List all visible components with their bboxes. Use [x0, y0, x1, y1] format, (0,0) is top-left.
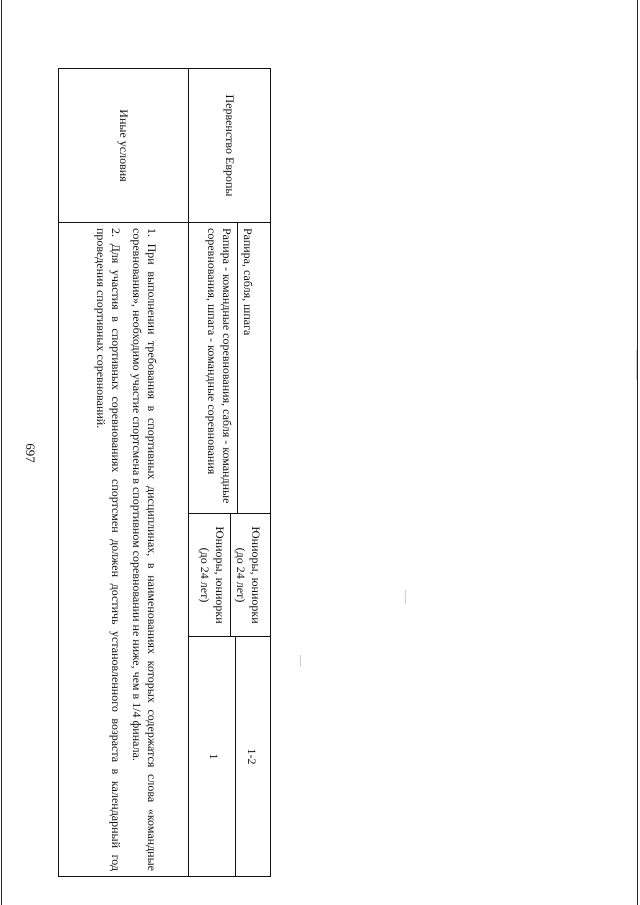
category-cell: Иные условия — [59, 69, 189, 223]
table-row — [59, 69, 189, 877]
condition-paragraph: 2. Для участия в спортивных соревнованиях спортсмен должен достичь установленного возраста в календарный год проведения спортивных соревнований. — [94, 228, 124, 871]
discipline-team: Рапира - командные соревнования, сабля - командные соревнования, шпага - командные соревнования — [202, 223, 239, 513]
disciplines-cell — [189, 223, 271, 514]
place-team: 1 — [192, 637, 236, 876]
scan-noise — [636, 350, 637, 380]
category-cell: Первенство Европы — [189, 69, 271, 223]
condition-paragraph: 1. При выполнении требования в спортивных дисциплинах, в наименованиях которых содержатся слова «командные соревнования», необходимо участие спортсмена в спортивном соревновании не ниже, чем в 1/4 финала. — [130, 228, 160, 871]
requirements-table — [58, 68, 271, 877]
age-group-team: Юниоры, юниорки (до 24 лет) — [194, 514, 231, 636]
conditions-cell — [59, 223, 189, 877]
discipline-individual: Рапира, сабля, шпага — [241, 228, 256, 336]
age-group-cell — [189, 514, 271, 637]
place-individual: 1-2 — [245, 748, 259, 765]
scan-noise — [405, 590, 406, 604]
scan-noise — [300, 655, 301, 667]
scan-edge-line — [1, 0, 2, 905]
place-cell — [189, 637, 271, 877]
rotated-table-container — [58, 68, 271, 877]
scan-edge-line — [637, 0, 638, 905]
age-group-individual: Юниоры, юниорки (до 24 лет) — [234, 526, 263, 624]
page-number: 697 — [22, 443, 38, 463]
table-row — [189, 69, 271, 877]
